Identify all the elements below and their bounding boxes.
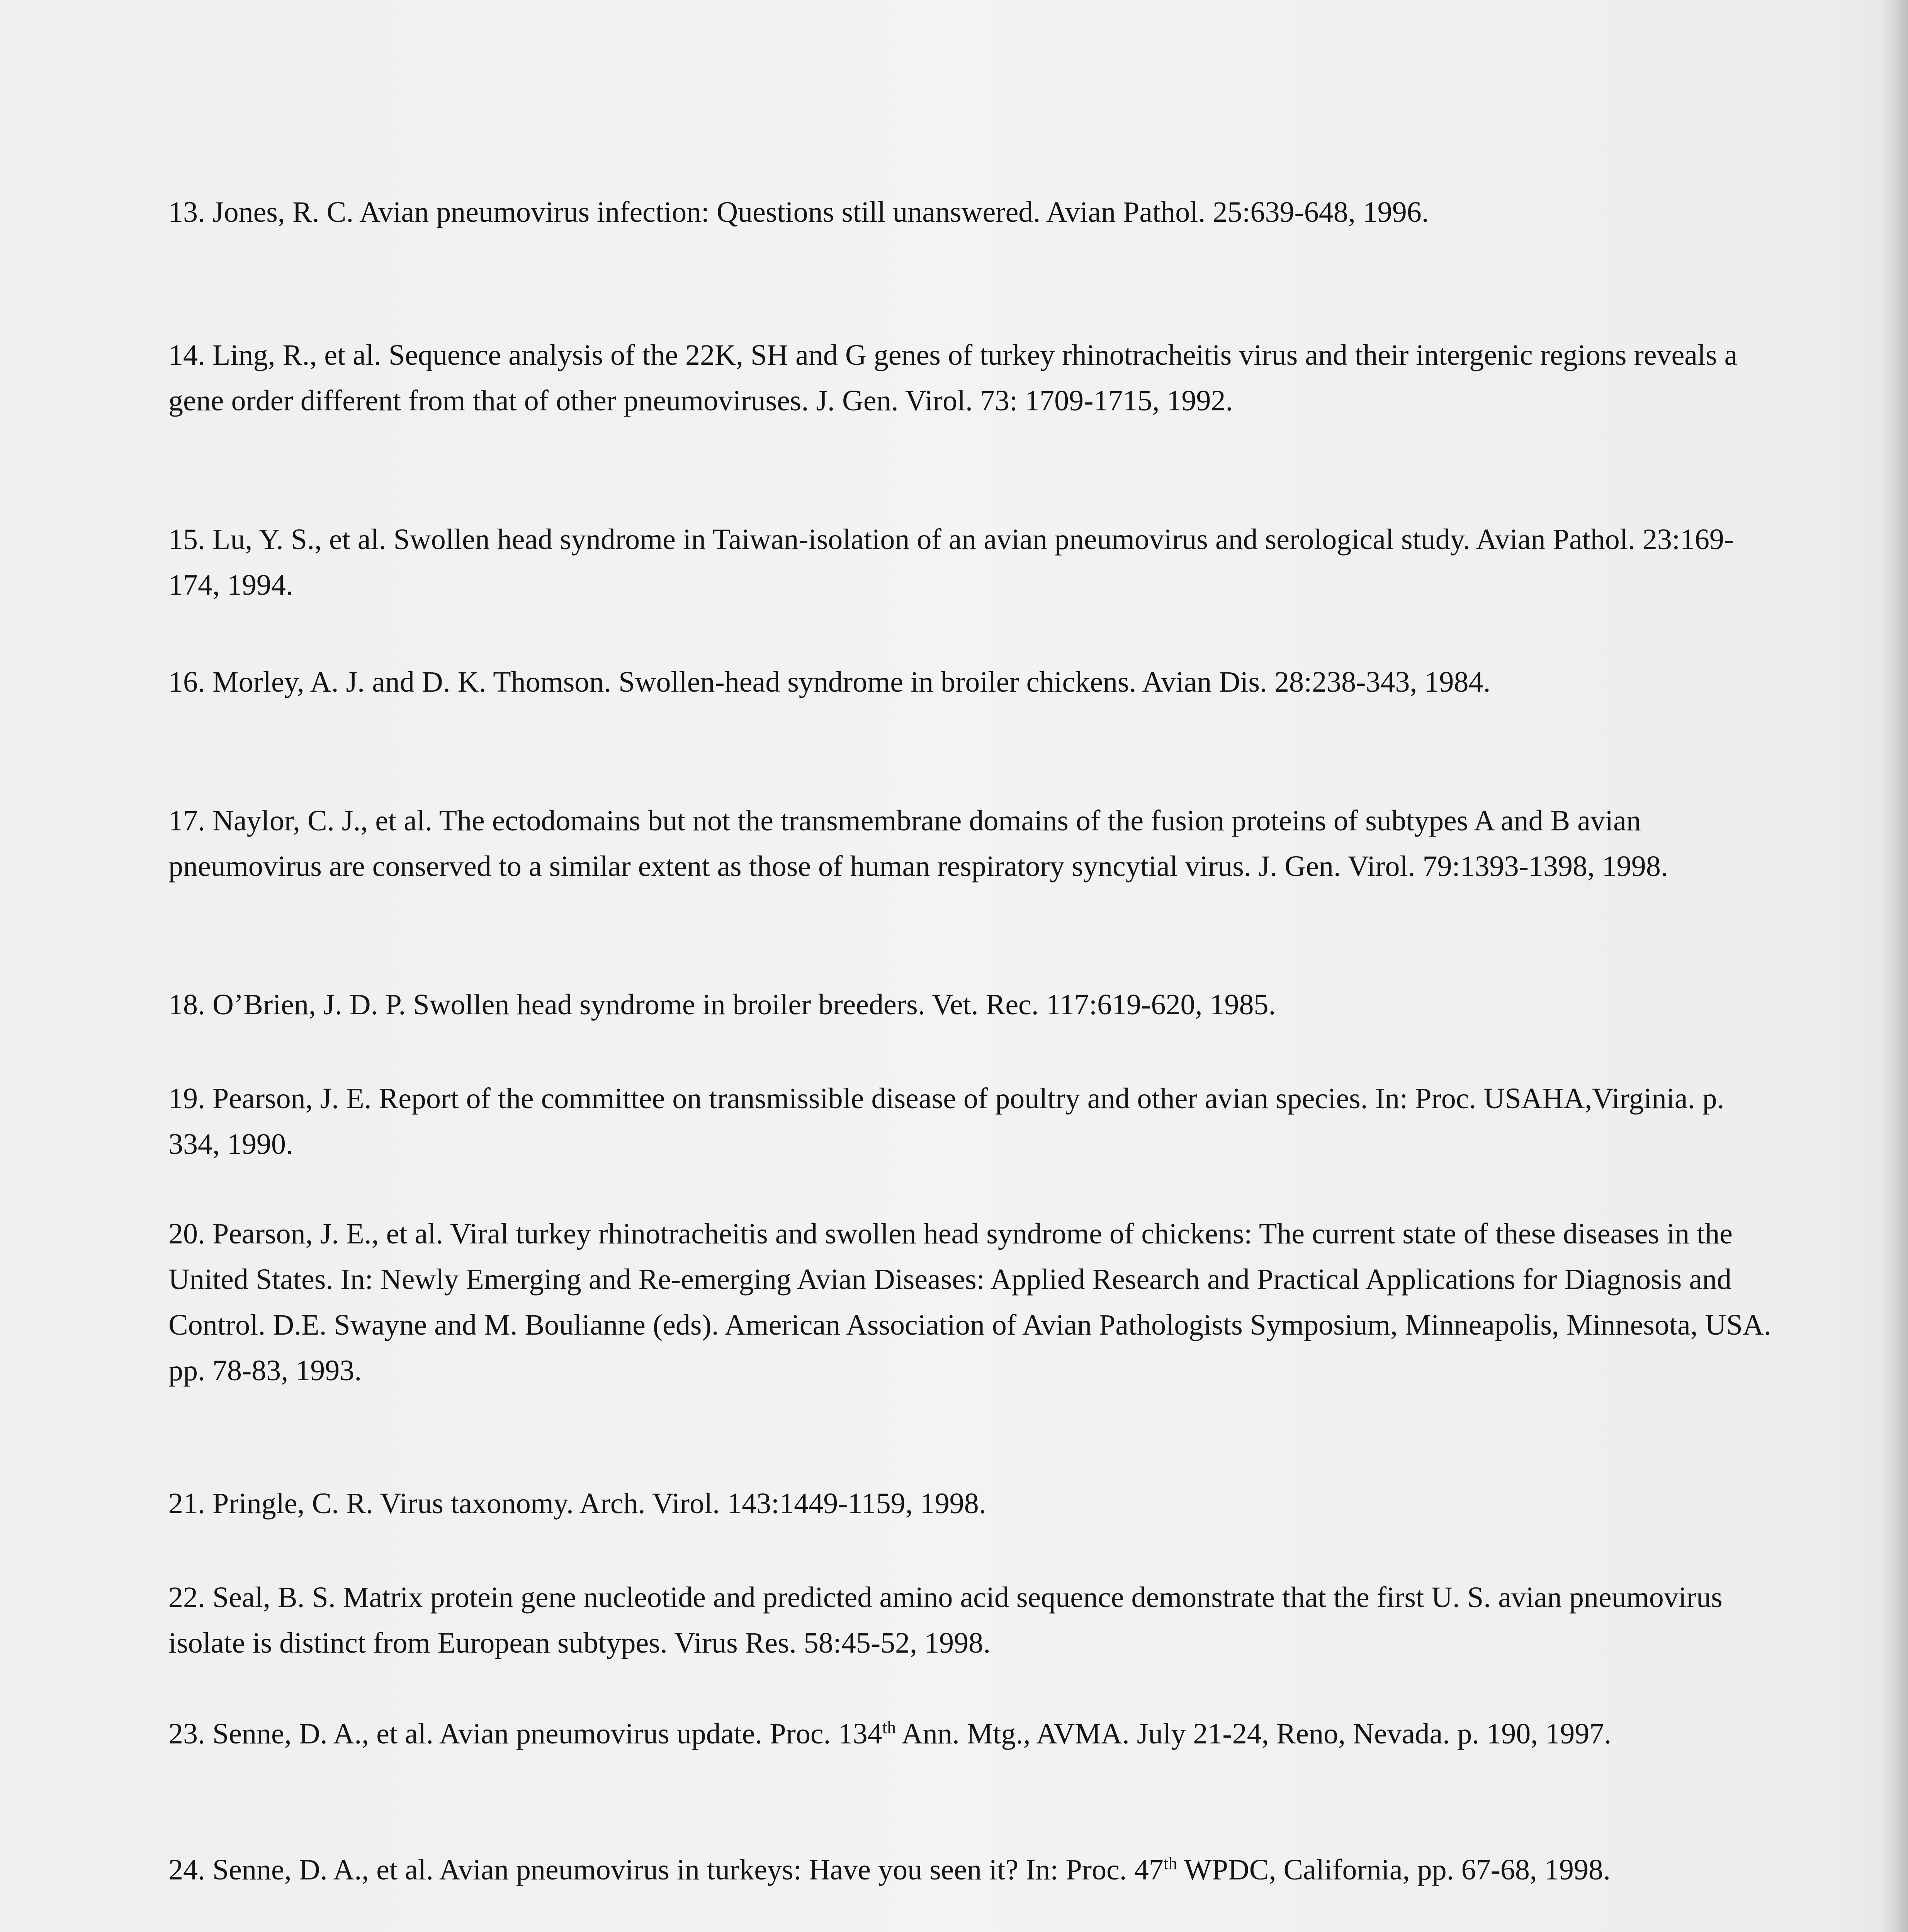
- reference-23: [168, 1711, 1772, 1757]
- reference-24: [168, 1847, 1772, 1893]
- reference-17: 17. Naylor, C. J., et al. The ectodomains but not the transmembrane domains of the fusion proteins of subtypes A and B avian pneumovirus are conserved to a similar extent as those of human respiratory syncytial virus. J. Gen. Virol. 79:1393-1398, 1998.: [168, 804, 1668, 883]
- reference-23-text-end: Ann. Mtg., AVMA. July 21-24, Reno, Nevada. p. 190, 1997.: [896, 1718, 1612, 1750]
- reference-19: 19. Pearson, J. E. Report of the committee on transmissible disease of poultry and other avian species. In: Proc. USAHA,Virginia. p. 334, 1990.: [168, 1082, 1725, 1160]
- reference-20: 20. Pearson, J. E., et al. Viral turkey rhinotracheitis and swollen head syndrome of chickens: The current state of these diseases in the United States. In: Newly Emerging and Re-emerging Avian Diseases: Applied Research and Practical Applications for Diagnosis and Control. D.E. Swayne and M. Boulianne (eds). American Association of Avian Pathologists Symposium, Minneapolis, Minnesota, USA. pp. 78-83, 1993.: [168, 1218, 1771, 1387]
- page-edge-shadow: [1881, 0, 1908, 1932]
- reference-15: 15. Lu, Y. S., et al. Swollen head syndrome in Taiwan-isolation of an avian pneumovirus and serological study. Avian Pathol. 23:169-174, 1994.: [168, 523, 1734, 601]
- reference-21: 21. Pringle, C. R. Virus taxonomy. Arch. Virol. 143:1449-1159, 1998.: [168, 1487, 986, 1520]
- reference-24-text-end: WPDC, California, pp. 67-68, 1998.: [1177, 1854, 1611, 1886]
- reference-18: 18. O’Brien, J. D. P. Swollen head syndrome in broiler breeders. Vet. Rec. 117:619-620, 1985.: [168, 988, 1276, 1021]
- reference-13: 13. Jones, R. C. Avian pneumovirus infection: Questions still unanswered. Avian Pathol. 25:639-648, 1996.: [168, 196, 1429, 228]
- reference-24-text: 24. Senne, D. A., et al. Avian pneumovirus in turkeys: Have you seen it? In: Proc. 47: [168, 1854, 1164, 1886]
- reference-23-superscript: th: [882, 1717, 896, 1737]
- reference-16: 16. Morley, A. J. and D. K. Thomson. Swollen-head syndrome in broiler chickens. Avian Dis. 28:238-343, 1984.: [168, 666, 1491, 698]
- reference-14: 14. Ling, R., et al. Sequence analysis of the 22K, SH and G genes of turkey rhinotracheitis virus and their intergenic regions reveals a gene order different from that of other pneumoviruses. J. Gen. Virol. 73: 1709-1715, 1992.: [168, 339, 1738, 417]
- reference-24-superscript: th: [1163, 1853, 1177, 1873]
- reference-23-text: 23. Senne, D. A., et al. Avian pneumovirus update. Proc. 134: [168, 1718, 882, 1750]
- reference-22: 22. Seal, B. S. Matrix protein gene nucleotide and predicted amino acid sequence demonstrate that the first U. S. avian pneumovirus isolate is distinct from European subtypes. Virus Res. 58:45-52, 1998.: [168, 1581, 1723, 1659]
